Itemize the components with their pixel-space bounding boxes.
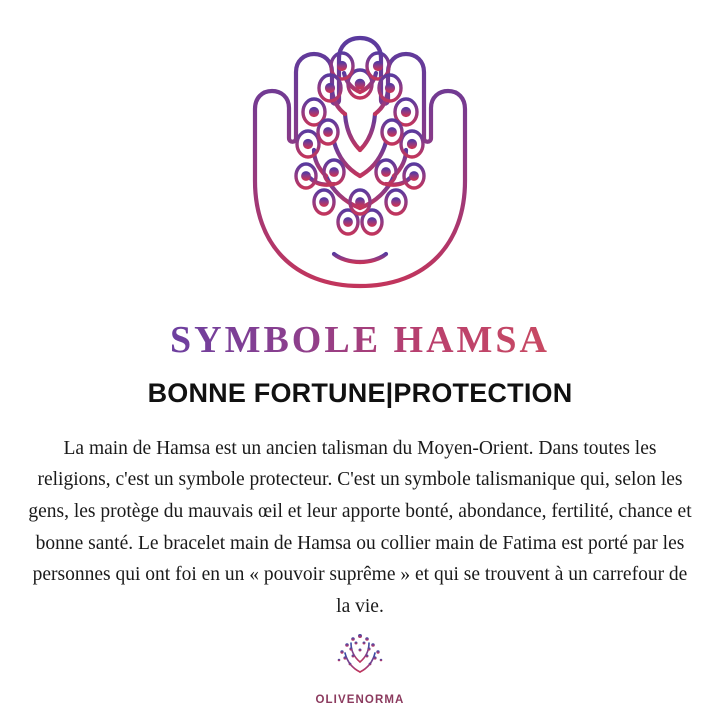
- brand-block: [0, 626, 720, 706]
- hamsa-illustration: [230, 26, 490, 294]
- brand-name: OLIVENORMA: [315, 694, 405, 706]
- page-subtitle: BONNE FORTUNE|PROTECTION: [147, 377, 573, 408]
- page-title: SYMBOLE HAMSA: [170, 319, 550, 361]
- body-paragraph: La main de Hamsa est un ancien talisman du Moyen-Orient. Dans toutes les religions, c'est un symbole protecteur. C'est un symbole talismanique qui, selon les gens, les protège du mauvais œil et leur apporte bonté, abondance, fertilité, chance et bonne santé. Le bracelet main de Hamsa ou collier main de Fatima est porté par les personnes qui ont foi en un « pouvoir suprême » et qui se trouvent à un carrefour de la vie.: [28, 437, 692, 617]
- tree-of-life-icon: [323, 626, 397, 692]
